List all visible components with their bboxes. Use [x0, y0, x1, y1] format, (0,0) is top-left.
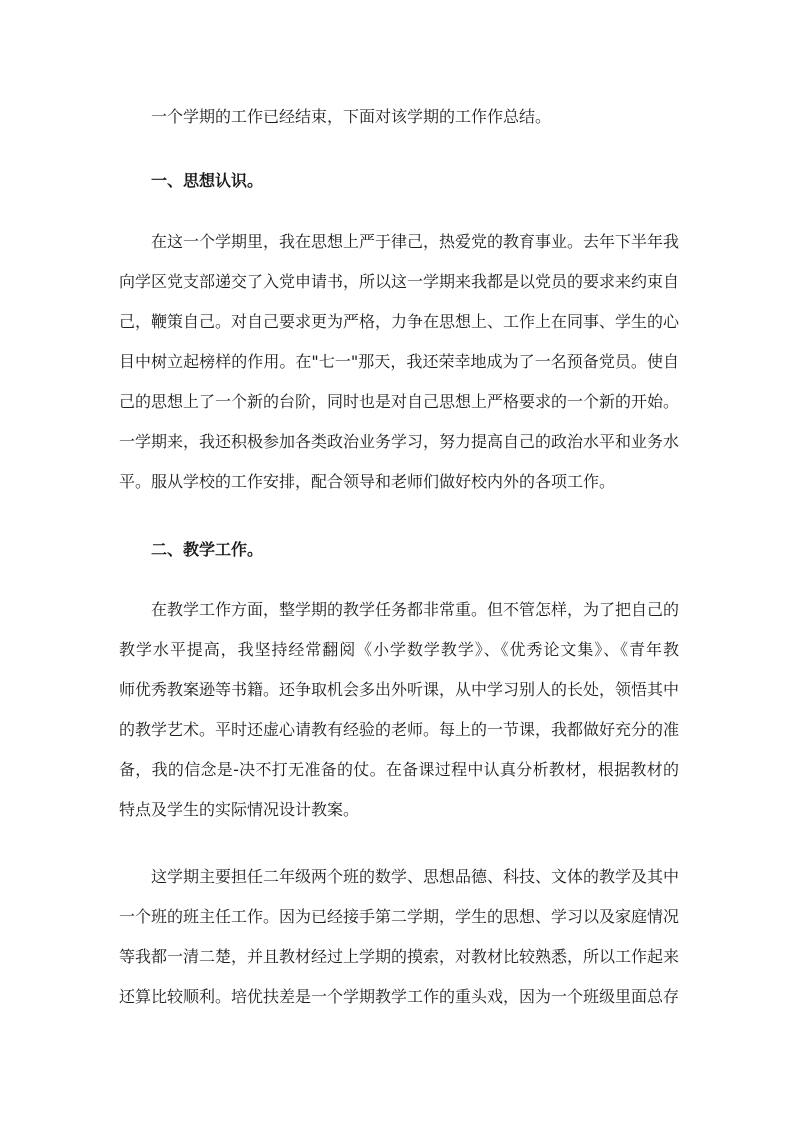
paragraph-3-line-4: 还算比较顺利。培优扶差是一个学期教学工作的重头戏，因为一个班级里面总存: [119, 987, 680, 1006]
paragraph-1-line-5: 己的思想上了一个新的台阶，同时也是对自己思想上严格要求的一个新的开始。: [119, 392, 680, 411]
paragraph-2-line-4: 的教学艺术。平时还虚心请教有经验的老师。每上的一节课，我都做好充分的准: [119, 720, 680, 739]
paragraph-3-line-3: 等我都一清二楚，并且教材经过上学期的摸索，对教材比较熟悉，所以工作起来: [119, 947, 680, 966]
paragraph-3-line-1: 这学期主要担任二年级两个班的数学、思想品德、科技、文体的教学及其中: [151, 867, 680, 886]
paragraph-1-line-7: 平。服从学校的工作安排，配合领导和老师们做好校内外的各项工作。: [119, 472, 616, 491]
paragraph-1-line-3: 己，鞭策自己。对自己要求更为严格，力争在思想上、工作上在同事、学生的心: [119, 312, 680, 331]
paragraph-2-line-5: 备，我的信念是-决不打无准备的仗。在备课过程中认真分析教材，根据教材的: [119, 760, 679, 779]
paragraph-2-line-2: 教学水平提高，我坚持经常翻阅《小学数学教学》、《优秀论文集》、《青年教: [119, 640, 679, 659]
paragraph-3-line-2: 一个班的班主任工作。因为已经接手第二学期，学生的思想、学习以及家庭情况: [119, 907, 680, 926]
paragraph-1-line-2: 向学区党支部递交了入党申请书，所以这一学期来我都是以党员的要求来约束自: [119, 272, 680, 291]
paragraph-2-line-3: 师优秀教案逊等书籍。还争取机会多出外听课，从中学习别人的长处，领悟其中: [119, 680, 680, 699]
section-heading-2: 二、教学工作。: [151, 540, 264, 559]
paragraph-2-line-6: 特点及学生的实际情况设计教案。: [119, 800, 360, 819]
paragraph-1-line-4: 目中树立起榜样的作用。在"七一"那天，我还荣幸地成为了一名预备党员。使自: [119, 352, 679, 371]
paragraph-2-line-1: 在教学工作方面，整学期的教学任务都非常重。但不管怎样，为了把自己的: [151, 600, 680, 619]
section-heading-1: 一、思想认识。: [151, 171, 264, 190]
paragraph-1-line-1: 在这一个学期里，我在思想上严于律己，热爱党的教育事业。去年下半年我: [151, 232, 680, 251]
intro-paragraph: 一个学期的工作已经结束，下面对该学期的工作作总结。: [151, 107, 552, 126]
paragraph-1-line-6: 一学期来，我还积极参加各类政治业务学习，努力提高自己的政治水平和业务水: [119, 432, 680, 451]
